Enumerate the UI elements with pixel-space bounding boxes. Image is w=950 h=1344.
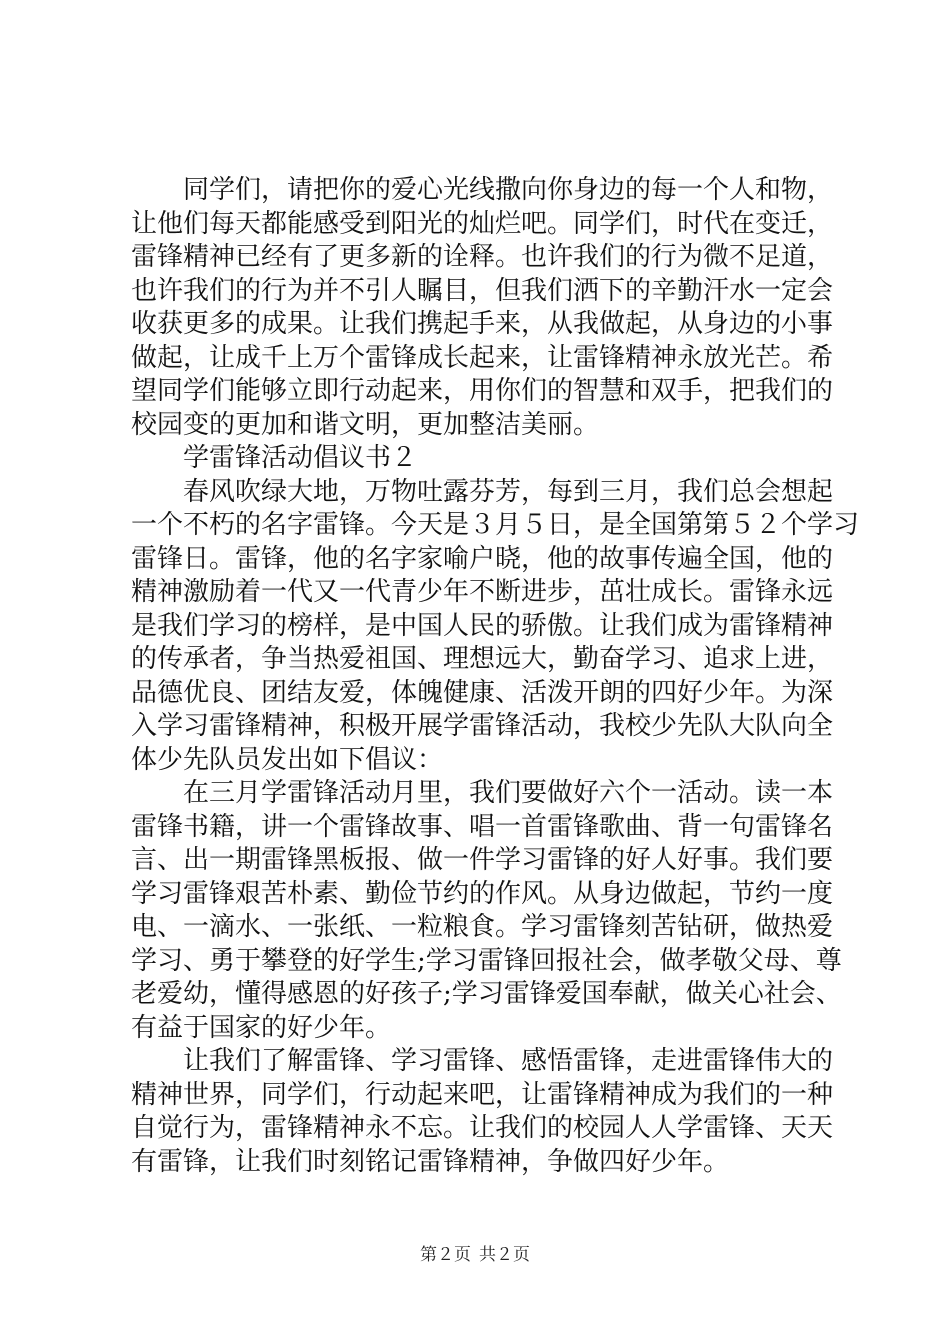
- paragraph-line: 是我们学习的榜样，是中国人民的骄傲。让我们成为雷锋精神: [131, 610, 834, 641]
- paragraph-line: 望同学们能够立即行动起来，用你们的智慧和双手，把我们的: [131, 376, 834, 406]
- paragraph-line: 收获更多的成果。让我们携起手来，从我做起，从身边的小事: [131, 309, 834, 339]
- paragraph-line: 春风吹绿大地，万物吐露芬芳，每到三月，我们总会想起: [183, 476, 834, 507]
- paragraph-line: 有雷锋，让我们时刻铭记雷锋精神，争做四好少年。: [131, 1146, 730, 1177]
- page-total: 共２页: [479, 1245, 530, 1265]
- paragraph-line: 同学们，请把你的爱心光线撒向你身边的每一个人和物，: [183, 175, 834, 205]
- page-footer: [0, 1244, 950, 1266]
- paragraph-line: 精神激励着一代又一代青少年不断进步，茁壮成长。雷锋永远: [131, 577, 834, 607]
- paragraph-line: 一个不朽的名字雷锋。今天是３月５日，是全国第第５２个学习: [131, 510, 860, 540]
- paragraph-line: 言、出一期雷锋黑板报、做一件学习雷锋的好人好事。我们要: [131, 845, 834, 875]
- paragraph-line: 也许我们的行为并不引人瞩目，但我们洒下的辛勤汗水一定会: [131, 275, 834, 306]
- paragraph-line: 雷锋精神已经有了更多新的诠释。也许我们的行为微不足道，: [131, 242, 834, 272]
- paragraph-line: 的传承者，争当热爱祖国、理想远大，勤奋学习、追求上进，: [131, 644, 834, 674]
- section-heading: 学雷锋活动倡议书２: [183, 443, 418, 473]
- paragraph-line: 老爱幼，懂得感恩的好孩子;学习雷锋爱国奉献，做关心社会、: [131, 979, 842, 1009]
- paragraph-line: 在三月学雷锋活动月里，我们要做好六个一活动。读一本: [183, 778, 834, 808]
- paragraph-line: 学习雷锋艰苦朴素、勤俭节约的作风。从身边做起，节约一度: [131, 878, 834, 909]
- paragraph-line: 校园变的更加和谐文明，更加整洁美丽。: [131, 409, 600, 440]
- paragraph-line: 学习、勇于攀登的好学生;学习雷锋回报社会，做孝敬父母、尊: [131, 945, 842, 976]
- paragraph-line: 做起，让成千上万个雷锋成长起来，让雷锋精神永放光芒。希: [131, 342, 834, 373]
- paragraph-line: 电、一滴水、一张纸、一粒粮食。学习雷锋刻苦钻研，做热爱: [131, 912, 834, 942]
- paragraph-line: 雷锋书籍，讲一个雷锋故事、唱一首雷锋歌曲、背一句雷锋名: [131, 811, 834, 842]
- paragraph-line: 精神世界，同学们，行动起来吧，让雷锋精神成为我们的一种: [131, 1079, 834, 1110]
- paragraph-line: 品德优良、团结友爱，体魄健康、活泼开朗的四好少年。为深: [131, 677, 834, 708]
- page-number: 第２页: [420, 1245, 471, 1265]
- paragraph-line: 自觉行为，雷锋精神永不忘。让我们的校园人人学雷锋、天天: [131, 1113, 834, 1143]
- paragraph-line: 有益于国家的好少年。: [131, 1012, 392, 1043]
- paragraph-line: 雷锋日。雷锋，他的名字家喻户晓，他的故事传遍全国，他的: [131, 543, 834, 574]
- paragraph-line: 入学习雷锋精神，积极开展学雷锋活动，我校少先队大队向全: [131, 711, 834, 741]
- paragraph-line: 体少先队员发出如下倡议：: [131, 744, 444, 775]
- paragraph-line: 让我们了解雷锋、学习雷锋、感悟雷锋，走进雷锋伟大的: [183, 1046, 834, 1076]
- paragraph-line: 让他们每天都能感受到阳光的灿烂吧。同学们，时代在变迁，: [131, 208, 834, 239]
- document-body: [131, 174, 860, 1179]
